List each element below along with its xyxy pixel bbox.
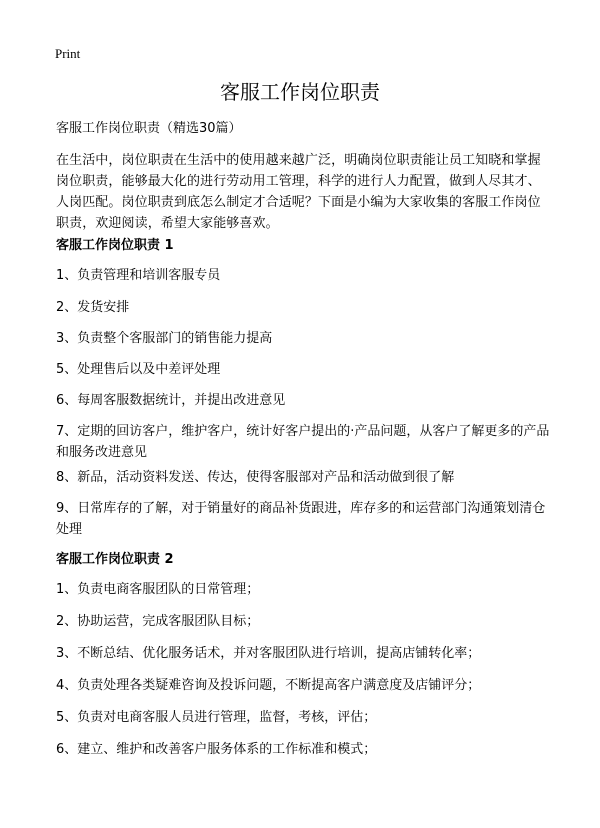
list-item: 5、负责对电商客服人员进行管理，监督，考核，评估； [56,710,377,725]
section-heading-1: 客服工作岗位职责 1 [56,238,174,253]
list-item: 2、协助运营，完成客服团队目标； [56,614,260,629]
print-link[interactable]: Print [55,46,81,61]
list-item: 4、负责处理各类疑难咨询及投诉问题，不断提高客户满意度及店铺评分； [56,678,481,693]
list-item: 1、负责电商客服团队的日常管理； [56,582,260,597]
list-item: 6、建立、维护和改善客户服务体系的工作标准和模式； [56,742,377,757]
list-item: 8、新品，活动资料发送、传达，使得客服部对产品和活动做到很了解 [56,470,455,485]
list-item: 7、定期的回访客户，维护客户，统计好客户提出的·产品问题，从客户了解更多的产品和服务改进意见 [56,424,550,460]
list-item: 9、日常库存的了解，对于销量好的商品补货跟进，库存多的和运营部门沟通策划清仓处理 [56,501,546,537]
list-item: 3、不断总结、优化服务话术，并对客服团队进行培训，提高店铺转化率； [56,646,481,661]
intro-paragraph: 在生活中，岗位职责在生活中的使用越来越广泛，明确岗位职责能让员工知晓和掌握岗位职责，能够最大化的进行劳动用工管理，科学的进行人力配置，做到人尽其才、人岗匹配。岗位职责到底怎么制定才合适呢？下面是小编为大家收集的客服工作岗位职责，欢迎阅读，希望大家能够喜欢。 [56,153,541,231]
document-subtitle: 客服工作岗位职责（精选30篇） [56,121,242,136]
document-title: 客服工作岗位职责 [220,80,380,104]
list-item: 6、每周客服数据统计，并提出改进意见 [56,393,286,408]
list-item: 5、处理售后以及中差评处理 [56,362,221,377]
list-item: 1、负责管理和培训客服专员 [56,268,221,283]
section-heading-2: 客服工作岗位职责 2 [56,552,174,567]
list-item: 3、负责整个客服部门的销售能力提高 [56,331,273,346]
list-item: 2、发货安排 [56,300,130,315]
